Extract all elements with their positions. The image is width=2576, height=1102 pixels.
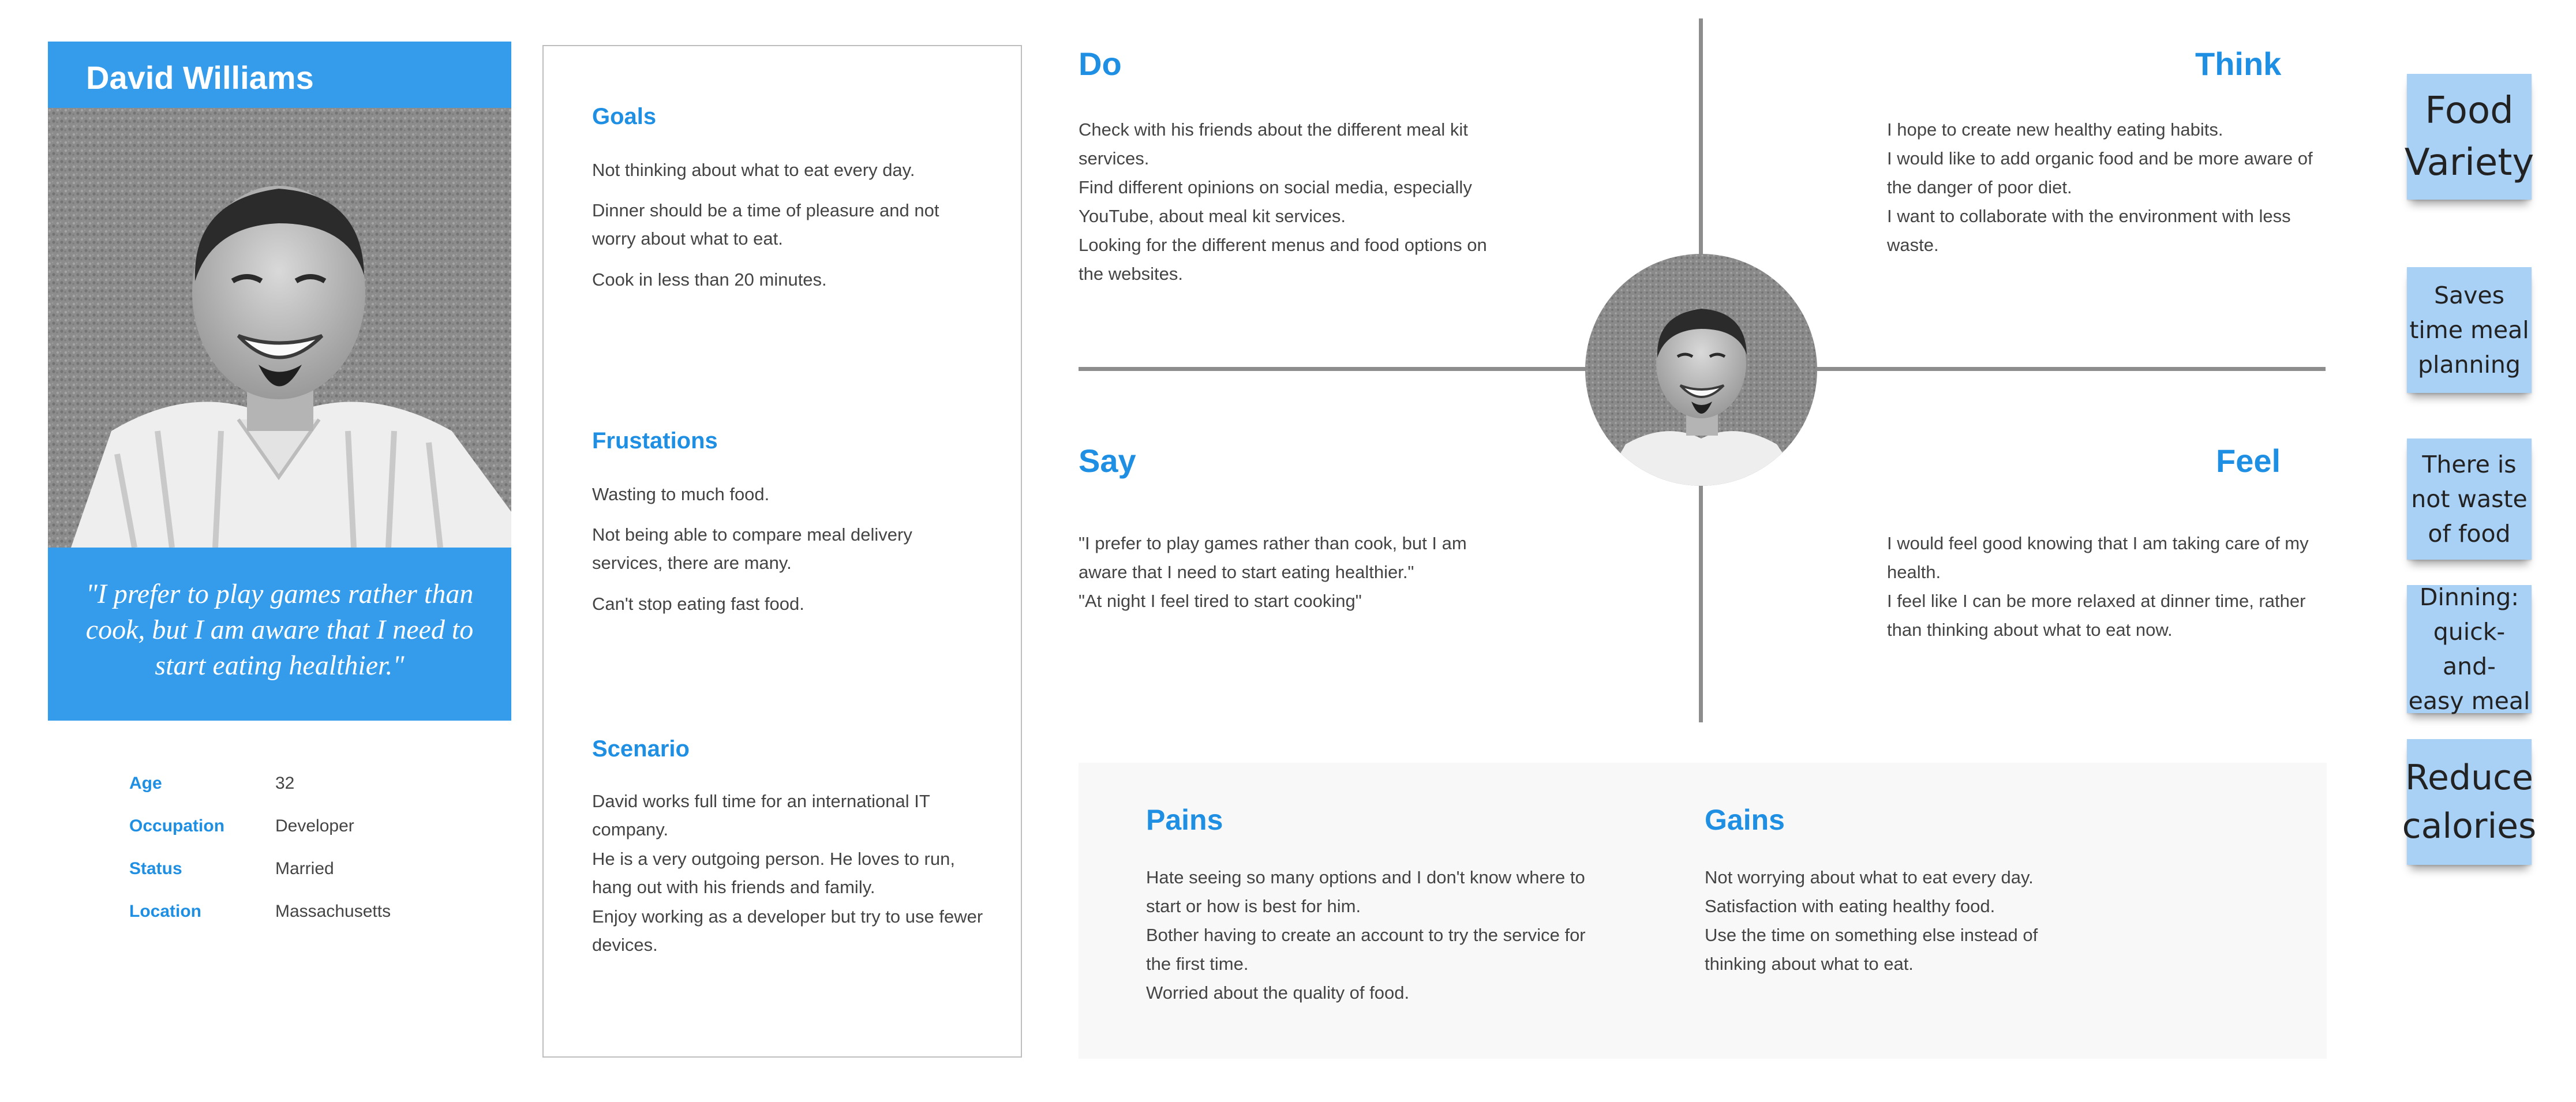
detail-value-location: Massachusetts — [275, 902, 391, 921]
sticky-note — [2404, 74, 2534, 200]
avatar-image — [1585, 254, 1817, 486]
sticky-note-line: Reduce — [2405, 758, 2533, 798]
sticky-note-line: Dinning: — [2419, 583, 2519, 611]
empathy-axis-vertical-bottom — [1699, 485, 1703, 722]
do-line: Looking for the different menus and food options on the websites. — [1079, 235, 1487, 284]
sticky-note-line: calories — [2402, 806, 2537, 846]
sticky-note-line: Food — [2425, 89, 2514, 132]
gains-line: Satisfaction with eating healthy food. — [1705, 896, 1995, 916]
sticky-note-line: There is — [2422, 451, 2517, 478]
sticky-note — [2407, 267, 2532, 393]
empathy-center-avatar — [1585, 254, 1817, 486]
frustration-item: Not being able to compare meal delivery services, there are many. — [592, 524, 912, 573]
frustration-item: Can't stop eating fast food. — [592, 594, 804, 614]
say-line: "I prefer to play games rather than cook, but I am aware that I need to start eating healthier." — [1079, 533, 1467, 582]
detail-label-occupation: Occupation — [129, 816, 225, 835]
say-line: "At night I feel tired to start cooking" — [1079, 591, 1362, 611]
do-line: Check with his friends about the different meal kit services. — [1079, 119, 1468, 168]
sticky-note — [2402, 739, 2537, 865]
empathy-axis-horizontal-left — [1079, 367, 1593, 371]
persona-photo — [48, 108, 511, 548]
detail-value-age: 32 — [275, 774, 295, 793]
goal-item: Dinner should be a time of pleasure and not worry about what to eat. — [592, 200, 939, 249]
goal-item: Cook in less than 20 minutes. — [592, 269, 827, 290]
gains-line: Use the time on something else instead of thinking about what to eat. — [1705, 925, 2038, 974]
sticky-note-line: of food — [2428, 520, 2511, 548]
feel-title: Feel — [2216, 443, 2281, 479]
pains-gains-panel — [1079, 763, 2327, 1059]
sticky-note — [2407, 438, 2532, 560]
persona-quote-bar — [48, 548, 511, 721]
pains-line: Worried about the quality of food. — [1146, 983, 1410, 1003]
sticky-note-line: easy meal — [2408, 687, 2530, 715]
think-line: I want to collaborate with the environment with less waste. — [1887, 206, 2291, 255]
gains-line: Not worrying about what to eat every day. — [1705, 867, 2034, 887]
detail-value-occupation: Developer — [275, 816, 354, 835]
frustration-item: Wasting to much food. — [592, 484, 770, 504]
sticky-note-line: planning — [2418, 351, 2521, 378]
do-title: Do — [1079, 46, 1122, 82]
pains-title: Pains — [1146, 804, 1223, 836]
sticky-note-line: time meal — [2409, 316, 2529, 344]
empathy-axis-horizontal-right — [1807, 367, 2326, 371]
persona-name: David Williams — [86, 59, 314, 96]
gains-title: Gains — [1705, 804, 1785, 836]
persona-name-bar — [48, 42, 511, 108]
think-line: I would like to add organic food and be more aware of the danger of poor diet. — [1887, 148, 2313, 197]
detail-label-location: Location — [129, 902, 201, 921]
persona-quote: "I prefer to play games rather than cook, but I am aware that I need to start eating healthier." — [85, 579, 474, 681]
pains-line: Hate seeing so many options and I don't know where to start or how is best for him. — [1146, 867, 1585, 916]
sticky-note-line: quick-and- — [2433, 618, 2506, 680]
frustrations-title: Frustations — [592, 428, 718, 453]
empathy-axis-vertical-top — [1699, 18, 1703, 255]
think-title: Think — [2195, 46, 2282, 82]
scenario-title: Scenario — [592, 736, 690, 762]
feel-line: I feel like I can be more relaxed at dinner time, rather than thinking about what to eat now. — [1887, 591, 2306, 640]
sticky-note-line: Saves — [2434, 282, 2504, 309]
sticky-note — [2407, 585, 2532, 713]
persona-details-panel — [542, 45, 1022, 1058]
goals-title: Goals — [592, 104, 657, 129]
detail-label-status: Status — [129, 859, 182, 878]
think-line: I hope to create new healthy eating habits. — [1887, 119, 2223, 140]
feel-line: I would feel good knowing that I am taking care of my health. — [1887, 533, 2309, 582]
goal-item: Not thinking about what to eat every day. — [592, 160, 915, 180]
pains-line: Bother having to create an account to try the service for the first time. — [1146, 925, 1586, 974]
persona-photo-image — [48, 108, 511, 548]
scenario-line: David works full time for an international IT company. — [592, 791, 930, 839]
scenario-line: Enjoy working as a developer but try to use fewer devices. — [592, 906, 983, 955]
sticky-note-line: Variety — [2404, 141, 2534, 184]
say-title: Say — [1079, 443, 1136, 479]
detail-value-status: Married — [275, 859, 334, 878]
sticky-note-line: not waste — [2411, 485, 2528, 513]
do-line: Find different opinions on social media, especially YouTube, about meal kit services. — [1079, 177, 1472, 226]
detail-label-age: Age — [129, 774, 162, 793]
scenario-line: He is a very outgoing person. He loves to run, hang out with his friends and family. — [592, 849, 955, 897]
